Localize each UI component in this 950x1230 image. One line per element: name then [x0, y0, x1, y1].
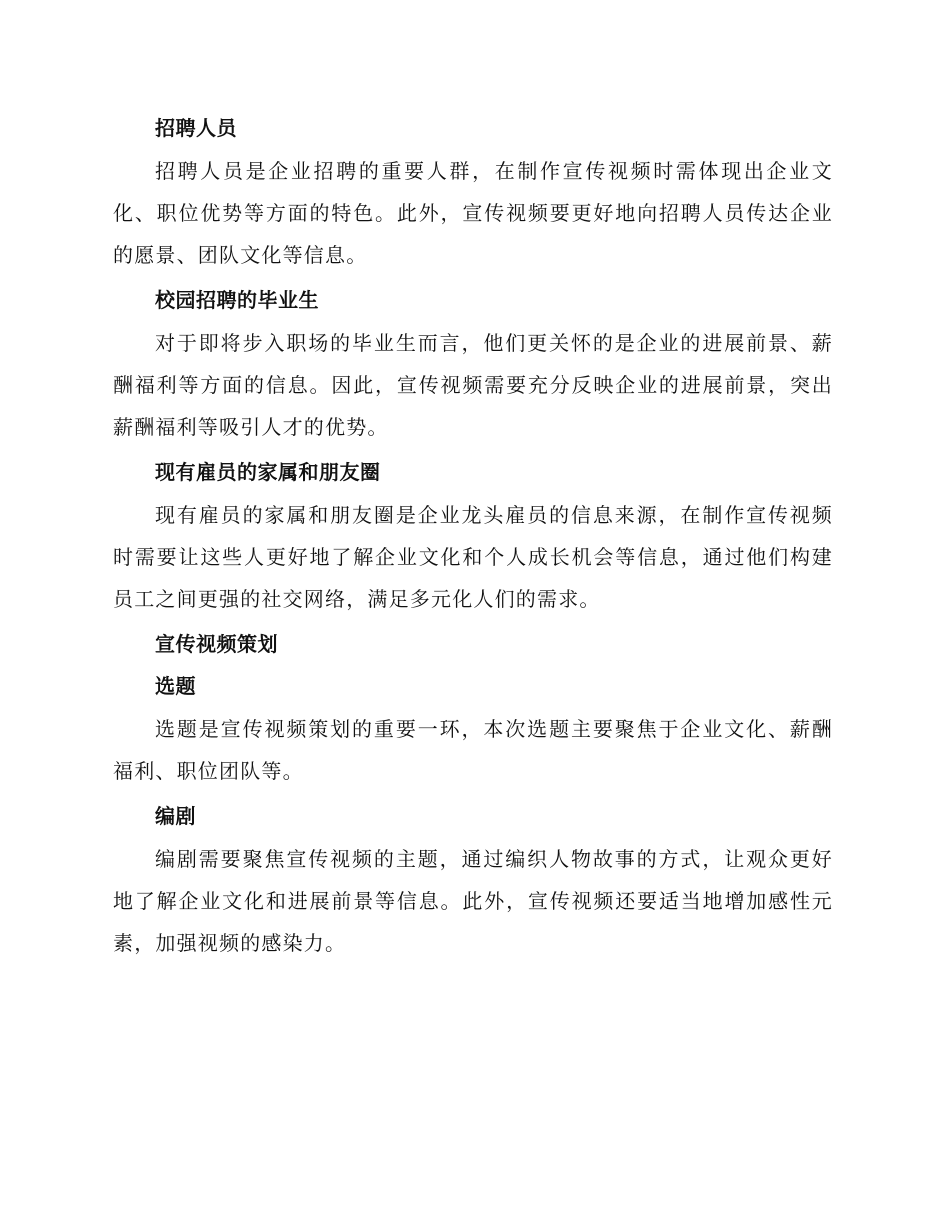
section-heading-graduates: 校园招聘的毕业生 [155, 288, 319, 312]
section-heading-video-planning: 宣传视频策划 [155, 632, 278, 656]
section-heading-screenwriting: 编剧 [155, 804, 196, 828]
section-paragraph-graduates: 对于即将步入职场的毕业生而言，他们更关怀的是企业的进展前景、薪酬福利等方面的信息。因此，宣传视频需要充分反映企业的进展前景，突出薪酬福利等吸引人才的优势。 [113, 331, 833, 439]
document-body [113, 108, 833, 968]
section-heading-topic: 选题 [155, 674, 196, 698]
section-paragraph-topic: 选题是宣传视频策划的重要一环，本次选题主要聚焦于企业文化、薪酬福利、职位团队等。 [113, 717, 833, 783]
section-paragraph-families-friends: 现有雇员的家属和朋友圈是企业龙头雇员的信息来源，在制作宣传视频时需要让这些人更好地了解企业文化和个人成长机会等信息，通过他们构建员工之间更强的社交网络，满足多元化人们的需求。 [113, 503, 833, 611]
section-heading-families-friends: 现有雇员的家属和朋友圈 [155, 460, 381, 484]
section-paragraph-recruiters: 招聘人员是企业招聘的重要人群，在制作宣传视频时需体现出企业文化、职位优势等方面的特色。此外，宣传视频要更好地向招聘人员传达企业的愿景、团队文化等信息。 [113, 159, 833, 267]
section-heading-recruiters: 招聘人员 [155, 116, 237, 140]
section-paragraph-screenwriting: 编剧需要聚焦宣传视频的主题，通过编织人物故事的方式，让观众更好地了解企业文化和进展前景等信息。此外，宣传视频还要适当地增加感性元素，加强视频的感染力。 [113, 847, 833, 955]
